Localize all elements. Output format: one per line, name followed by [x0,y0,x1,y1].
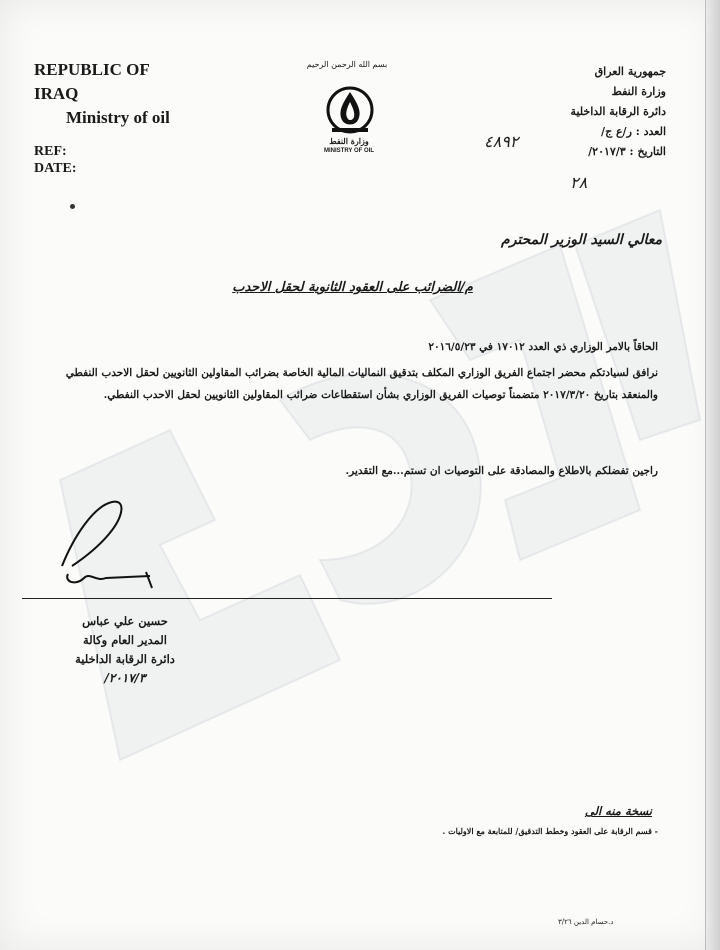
letterhead-arabic [496,62,666,162]
signer-title: المدير العام وكالة [82,633,167,647]
signer-name: حسين علي عباس [82,614,168,628]
page-edge [705,0,720,950]
signer-date: ٢٠١٧/٣/ [104,671,146,685]
stray-mark [70,204,75,209]
logo-caption-ar: وزارة النفط [329,136,369,146]
addressee: معالي السيد الوزير المحترم [501,232,662,248]
ministry-ar: وزارة النفط [611,85,666,98]
footer-code: د.حسام الدين ٣/٢٦ [558,918,614,926]
country-line-2: IRAQ [34,84,79,103]
letterhead-english [34,58,234,130]
date-label: DATE: [34,161,77,176]
country-ar: جمهورية العراق [594,65,666,78]
paragraph-closing: راجين تفضلكم بالاطلاع والمصادقة على التوصيات ان تستم...مع التقدير. [345,465,658,477]
subject-line: م/الضرائب على العقود الثانوية لحقل الاحدب [232,280,473,295]
ministry-logo-icon [308,84,392,136]
country-line-1: REPUBLIC OF [34,60,150,79]
ref-date-block [34,143,77,177]
date-line: التاريخ : ٢٠١٧/٣/ [588,145,666,158]
number-line: العدد : ر/ع ج/ [601,125,666,138]
directorate-ar: دائرة الرقابة الداخلية [570,105,666,118]
signature [54,496,164,596]
paragraph-main: نرافق لسيادتكم محضر اجتماع الفريق الوزاري المكلف بتدقيق النماليات المالية الخاصة بضرائب المقاولين الثانويين لحقل الاحدب النفطي والمنعقد بتاريخ ٢٠١٧/٣/٢٠ متضمناً توصيات الفريق الوزاري بشأن استقطاعات ضرائب المقاولين الثانويين لحقل الاحدب النفطي. [65,367,658,401]
ref-label: REF: [34,144,67,159]
logo-caption-en: MINISTRY OF OIL [323,148,374,154]
handwritten-number: ٤٨٩٢ [484,132,519,151]
paragraph-reference: الحاقاً بالامر الوزاري ذي العدد ١٧٠١٢ في ٢٠١٦/٥/٢٣ [428,341,658,353]
signer-block [40,612,210,688]
cc-title: نسخة منه الى [584,804,652,818]
signer-department: دائرة الرقابة الداخلية [75,652,175,666]
ministry-name-en: Ministry of oil [66,108,170,127]
signature-line [22,598,552,599]
cc-item: - قسم الرقابة على العقود وخطط التدقيق/ للمتابعة مع الاوليات . [442,826,658,836]
bismillah: بسم الله الرحمن الرحيم [306,60,388,69]
handwritten-date: ٢٨ [570,173,588,192]
